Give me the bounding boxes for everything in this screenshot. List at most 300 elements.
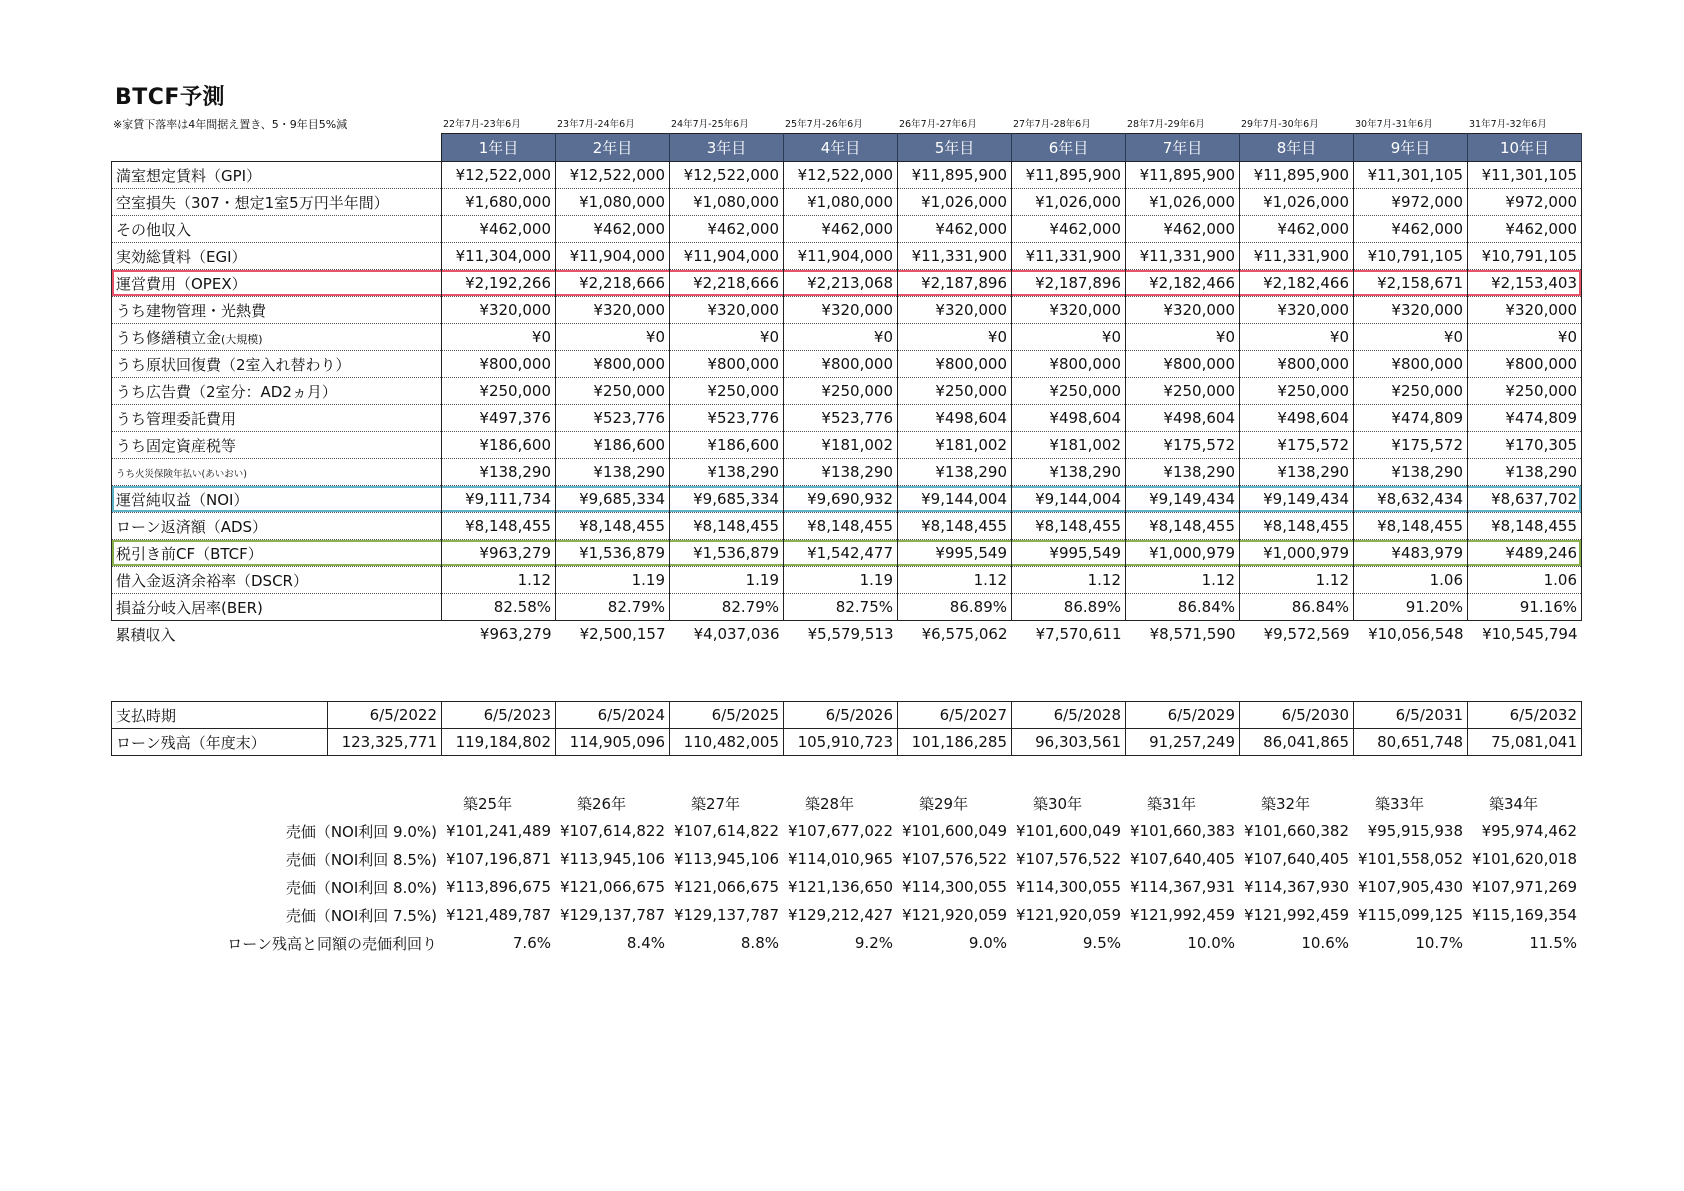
value-cell: ¥121,066,675	[674, 878, 779, 896]
year-header-row	[112, 134, 1582, 162]
sale-price-row	[111, 901, 1581, 929]
value-cell: ¥138,290	[670, 459, 784, 486]
value-cell: ¥11,331,900	[1126, 243, 1240, 270]
value-cell: ¥2,182,466	[1240, 270, 1354, 297]
value-cell: ¥12,522,000	[670, 162, 784, 189]
value-cell: ¥129,212,427	[788, 906, 893, 924]
value-cell: ¥138,290	[1126, 459, 1240, 486]
value-cell: 96,303,561	[1012, 729, 1126, 756]
page-title: BTCF予測	[115, 85, 225, 110]
value-cell: ¥320,000	[898, 297, 1012, 324]
value-cell: ¥121,992,459	[1244, 906, 1349, 924]
value-cell: ¥320,000	[1468, 297, 1582, 324]
value-cell: ¥800,000	[1012, 351, 1126, 378]
value-cell: ¥1,026,000	[898, 189, 1012, 216]
year-header-cell: 1年目	[442, 134, 556, 162]
value-cell: ¥498,604	[898, 405, 1012, 432]
row-label	[112, 297, 442, 324]
date-cell: 6/5/2024	[556, 702, 670, 729]
loan-table	[111, 701, 1582, 756]
value-cell: ¥9,690,932	[784, 486, 898, 513]
value-cell: 1.19	[556, 567, 670, 594]
value-cell: ¥9,685,334	[556, 486, 670, 513]
row-label	[112, 270, 442, 297]
value-cell: ¥497,376	[442, 405, 556, 432]
building-age-cell: 築29年	[919, 794, 969, 813]
date-cell: 6/5/2026	[784, 702, 898, 729]
building-age-cell: 築25年	[463, 794, 513, 813]
value-cell: ¥8,148,455	[1012, 513, 1126, 540]
value-cell: ¥5,579,513	[807, 625, 894, 644]
value-cell: ¥129,137,787	[560, 906, 665, 924]
table-row	[112, 378, 1582, 405]
value-cell: 86.84%	[1126, 594, 1240, 621]
value-cell: ¥800,000	[1126, 351, 1240, 378]
value-cell: 1.06	[1354, 567, 1468, 594]
cumulative-row	[112, 621, 1582, 648]
value-cell: ¥8,148,455	[1240, 513, 1354, 540]
value-cell: ¥10,056,548	[1368, 625, 1464, 644]
value-cell: ¥0	[442, 324, 556, 351]
value-cell: 1.12	[1240, 567, 1354, 594]
value-cell: ¥107,677,022	[788, 822, 893, 840]
value-cell: ¥800,000	[1468, 351, 1582, 378]
value-cell: ¥320,000	[1354, 297, 1468, 324]
value-cell: ¥462,000	[1354, 216, 1468, 243]
value-cell: ¥129,137,787	[674, 906, 779, 924]
value-cell: ¥995,549	[1012, 540, 1126, 567]
value-cell: 1.12	[1012, 567, 1126, 594]
loan-balance-row	[112, 729, 1582, 756]
value-cell: 114,905,096	[556, 729, 670, 756]
year-header-cell: 10年目	[1468, 134, 1582, 162]
value-cell: 110,482,005	[670, 729, 784, 756]
value-cell: ¥138,290	[442, 459, 556, 486]
value-cell: ¥11,895,900	[1126, 162, 1240, 189]
value-cell: ¥462,000	[442, 216, 556, 243]
table-row	[112, 351, 1582, 378]
table-row	[112, 513, 1582, 540]
row-label	[112, 351, 442, 378]
value-cell: ¥107,614,822	[560, 822, 665, 840]
row-label	[112, 243, 442, 270]
value-cell: 1.19	[670, 567, 784, 594]
period-label: 29年7月-30年6月	[1241, 119, 1319, 130]
value-cell: ¥11,895,900	[898, 162, 1012, 189]
value-cell: ¥1,080,000	[670, 189, 784, 216]
table-row	[112, 405, 1582, 432]
value-cell: ¥2,187,896	[898, 270, 1012, 297]
value-cell: ¥95,915,938	[1367, 822, 1463, 840]
value-cell: ¥1,536,879	[670, 540, 784, 567]
value-cell: ¥1,080,000	[784, 189, 898, 216]
value-cell: ¥11,301,105	[1468, 162, 1582, 189]
value-cell: ¥9,144,004	[1012, 486, 1126, 513]
value-cell: ¥8,148,455	[1354, 513, 1468, 540]
value-cell: ¥963,279	[479, 625, 552, 644]
value-cell: ¥2,153,403	[1468, 270, 1582, 297]
value-cell: ¥138,290	[556, 459, 670, 486]
building-age-cell: 築27年	[691, 794, 741, 813]
value-cell: ¥0	[1126, 324, 1240, 351]
sale-price-table	[111, 789, 1581, 957]
row-label-text: うち建物管理・光熱費	[116, 301, 267, 320]
value-cell: ¥12,522,000	[442, 162, 556, 189]
value-cell: 105,910,723	[784, 729, 898, 756]
value-cell: ¥320,000	[442, 297, 556, 324]
row-label	[112, 216, 442, 243]
value-cell: 9.2%	[854, 934, 893, 952]
row-label	[112, 567, 442, 594]
value-cell: ¥181,002	[784, 432, 898, 459]
payment-date-row	[112, 702, 1582, 729]
value-cell: ¥7,570,611	[1035, 625, 1122, 644]
value-cell: ¥11,904,000	[670, 243, 784, 270]
row-label: 売価（NOI利回 7.5%)	[285, 906, 437, 925]
value-cell: ¥498,604	[1126, 405, 1240, 432]
value-cell: ¥114,010,965	[788, 850, 893, 868]
value-cell: ¥0	[1240, 324, 1354, 351]
row-label	[112, 405, 442, 432]
period-label: 27年7月-28年6月	[1013, 119, 1091, 130]
value-cell: ¥995,549	[898, 540, 1012, 567]
date-cell: 6/5/2031	[1354, 702, 1468, 729]
value-cell: ¥101,620,018	[1472, 850, 1577, 868]
value-cell: ¥1,000,979	[1240, 540, 1354, 567]
value-cell: ¥2,158,671	[1354, 270, 1468, 297]
row-label-text: 満室想定賃料（GPI）	[116, 166, 262, 185]
btcf-table	[111, 133, 1582, 648]
value-cell: ¥2,500,157	[579, 625, 666, 644]
row-label	[112, 486, 442, 513]
value-cell: 8.4%	[626, 934, 665, 952]
period-label: 31年7月-32年6月	[1469, 119, 1547, 130]
table-row	[112, 459, 1582, 486]
table-row	[112, 324, 1582, 351]
year-header-cell: 3年目	[670, 134, 784, 162]
row-label: 支払時期	[112, 702, 328, 729]
value-cell: ¥250,000	[898, 378, 1012, 405]
value-cell: ¥800,000	[442, 351, 556, 378]
table-row	[112, 189, 1582, 216]
value-cell: ¥462,000	[898, 216, 1012, 243]
building-age-cell: 築32年	[1261, 794, 1311, 813]
value-cell: ¥11,331,900	[1012, 243, 1126, 270]
building-age-cell: 築30年	[1033, 794, 1083, 813]
value-cell: ¥250,000	[1468, 378, 1582, 405]
value-cell: 1.19	[784, 567, 898, 594]
date-cell: 6/5/2025	[670, 702, 784, 729]
value-cell: ¥121,920,059	[1016, 906, 1121, 924]
value-cell: ¥2,218,666	[556, 270, 670, 297]
value-cell: 1.12	[1126, 567, 1240, 594]
value-cell: ¥121,920,059	[902, 906, 1007, 924]
value-cell: ¥107,971,269	[1472, 878, 1577, 896]
value-cell: ¥121,489,787	[446, 906, 551, 924]
value-cell: ¥12,522,000	[556, 162, 670, 189]
row-label: 売価（NOI利回 8.0%)	[285, 878, 437, 897]
value-cell: ¥474,809	[1354, 405, 1468, 432]
value-cell: 86,041,865	[1240, 729, 1354, 756]
value-cell: ¥114,300,055	[902, 878, 1007, 896]
value-cell: ¥1,542,477	[784, 540, 898, 567]
value-cell: ¥8,637,702	[1468, 486, 1582, 513]
value-cell: ¥181,002	[898, 432, 1012, 459]
value-cell: ¥1,026,000	[1012, 189, 1126, 216]
value-cell: ¥121,136,650	[788, 878, 893, 896]
value-cell: ¥320,000	[1240, 297, 1354, 324]
value-cell: ¥8,148,455	[442, 513, 556, 540]
value-cell: 10.7%	[1415, 934, 1463, 952]
value-cell: ¥138,290	[784, 459, 898, 486]
value-cell: ¥0	[1012, 324, 1126, 351]
period-label: 22年7月-23年6月	[443, 119, 521, 130]
value-cell: 123,325,771	[328, 729, 442, 756]
value-cell: ¥483,979	[1354, 540, 1468, 567]
value-cell: ¥2,213,068	[784, 270, 898, 297]
building-age-cell: 築28年	[805, 794, 855, 813]
value-cell: ¥800,000	[670, 351, 784, 378]
value-cell: ¥0	[784, 324, 898, 351]
date-cell: 6/5/2023	[442, 702, 556, 729]
row-label: 売価（NOI利回 9.0%)	[285, 822, 437, 841]
value-cell: ¥115,099,125	[1358, 906, 1463, 924]
value-cell: ¥462,000	[1468, 216, 1582, 243]
value-cell: 101,186,285	[898, 729, 1012, 756]
value-cell: ¥107,576,522	[1016, 850, 1121, 868]
value-cell: ¥1,536,879	[556, 540, 670, 567]
period-label: 24年7月-25年6月	[671, 119, 749, 130]
value-cell: ¥107,614,822	[674, 822, 779, 840]
year-header-cell: 2年目	[556, 134, 670, 162]
value-cell: ¥175,572	[1354, 432, 1468, 459]
sale-price-row	[111, 817, 1581, 845]
year-header-cell: 5年目	[898, 134, 1012, 162]
value-cell: ¥170,305	[1468, 432, 1582, 459]
value-cell: 119,184,802	[442, 729, 556, 756]
value-cell: ¥250,000	[1240, 378, 1354, 405]
header-blank-cell	[111, 789, 441, 817]
value-cell: 1.12	[898, 567, 1012, 594]
value-cell: ¥2,182,466	[1126, 270, 1240, 297]
value-cell: 8.8%	[740, 934, 779, 952]
value-cell: ¥8,148,455	[670, 513, 784, 540]
row-label	[112, 324, 442, 351]
table-row	[112, 162, 1582, 189]
value-cell: ¥101,660,382	[1244, 822, 1349, 840]
value-cell: ¥800,000	[898, 351, 1012, 378]
row-label: ローン残高（年度末）	[112, 729, 328, 756]
value-cell: ¥963,279	[442, 540, 556, 567]
value-cell: ¥498,604	[1240, 405, 1354, 432]
sale-price-row	[111, 845, 1581, 873]
row-label-text: うち固定資産税等	[116, 436, 237, 455]
value-cell: 9.5%	[1082, 934, 1121, 952]
value-cell: ¥9,685,334	[670, 486, 784, 513]
value-cell: ¥498,604	[1012, 405, 1126, 432]
value-cell: ¥107,640,405	[1130, 850, 1235, 868]
building-age-row	[111, 789, 1581, 817]
date-cell: 6/5/2028	[1012, 702, 1126, 729]
table-row	[112, 432, 1582, 459]
page-note: ※家賃下落率は4年間据え置き、5・9年目5%減	[113, 118, 348, 131]
value-cell: 82.75%	[784, 594, 898, 621]
value-cell: ¥138,290	[1240, 459, 1354, 486]
value-cell: ¥523,776	[670, 405, 784, 432]
table-row	[112, 594, 1582, 621]
value-cell: ¥2,187,896	[1012, 270, 1126, 297]
value-cell: ¥8,632,434	[1354, 486, 1468, 513]
row-label-text: 実効総賃料（EGI）	[116, 247, 247, 266]
period-label: 25年7月-26年6月	[785, 119, 863, 130]
value-cell: ¥11,904,000	[556, 243, 670, 270]
value-cell: ¥9,111,734	[442, 486, 556, 513]
value-cell: ¥121,066,675	[560, 878, 665, 896]
row-label: 累積収入	[115, 625, 176, 644]
table-row	[112, 297, 1582, 324]
value-cell: 91.20%	[1354, 594, 1468, 621]
value-cell: ¥113,945,106	[560, 850, 665, 868]
row-label-text: うち原状回復費（2室入れ替わり）	[116, 355, 351, 374]
value-cell: ¥1,026,000	[1126, 189, 1240, 216]
date-cell: 6/5/2027	[898, 702, 1012, 729]
value-cell: ¥107,196,871	[446, 850, 551, 868]
value-cell: ¥320,000	[1126, 297, 1240, 324]
row-label-text: その他収入	[116, 220, 192, 239]
value-cell: ¥4,037,036	[693, 625, 780, 644]
row-label	[112, 378, 442, 405]
value-cell: ¥10,791,105	[1468, 243, 1582, 270]
value-cell: ¥101,600,049	[902, 822, 1007, 840]
value-cell: ¥250,000	[442, 378, 556, 405]
table-row	[112, 567, 1582, 594]
value-cell: ¥320,000	[670, 297, 784, 324]
period-label: 28年7月-29年6月	[1127, 119, 1205, 130]
value-cell: ¥175,572	[1126, 432, 1240, 459]
date-cell: 6/5/2022	[328, 702, 442, 729]
value-cell: ¥114,300,055	[1016, 878, 1121, 896]
value-cell: ¥101,660,383	[1130, 822, 1235, 840]
value-cell: ¥95,974,462	[1481, 822, 1577, 840]
value-cell: ¥523,776	[784, 405, 898, 432]
row-label-text: ローン返済額（ADS）	[116, 517, 268, 536]
value-cell: ¥113,945,106	[674, 850, 779, 868]
value-cell: ¥8,148,455	[1126, 513, 1240, 540]
value-cell: ¥9,144,004	[898, 486, 1012, 513]
value-cell: 91,257,249	[1126, 729, 1240, 756]
value-cell: ¥320,000	[1012, 297, 1126, 324]
value-cell: ¥8,148,455	[898, 513, 1012, 540]
value-cell: ¥101,558,052	[1358, 850, 1463, 868]
value-cell: 11.5%	[1529, 934, 1577, 952]
value-cell: ¥320,000	[784, 297, 898, 324]
value-cell: ¥138,290	[1354, 459, 1468, 486]
value-cell: ¥800,000	[784, 351, 898, 378]
table-row	[112, 540, 1582, 567]
value-cell: ¥107,640,405	[1244, 850, 1349, 868]
value-cell: ¥0	[898, 324, 1012, 351]
value-cell: ¥8,148,455	[1468, 513, 1582, 540]
row-label-note: (大規模)	[221, 332, 263, 346]
value-cell: ¥10,791,105	[1354, 243, 1468, 270]
row-label	[112, 432, 442, 459]
value-cell: 7.6%	[512, 934, 551, 952]
building-age-cell: 築31年	[1147, 794, 1197, 813]
row-label	[112, 459, 442, 486]
period-label: 30年7月-31年6月	[1355, 119, 1433, 130]
row-label	[112, 513, 442, 540]
sale-price-row	[111, 873, 1581, 901]
value-cell: ¥8,148,455	[784, 513, 898, 540]
value-cell: ¥138,290	[1468, 459, 1582, 486]
value-cell: ¥175,572	[1240, 432, 1354, 459]
value-cell: 91.16%	[1468, 594, 1582, 621]
value-cell: ¥800,000	[556, 351, 670, 378]
building-age-cell: 築33年	[1375, 794, 1425, 813]
value-cell: ¥9,572,569	[1263, 625, 1350, 644]
value-cell: ¥11,331,900	[898, 243, 1012, 270]
row-label-text: うち火災保険年払い(あいおい)	[116, 469, 247, 480]
row-label: 売価（NOI利回 8.5%)	[285, 850, 437, 869]
value-cell: 82.79%	[670, 594, 784, 621]
period-label: 23年7月-24年6月	[557, 119, 635, 130]
value-cell: ¥107,576,522	[902, 850, 1007, 868]
value-cell: ¥186,600	[670, 432, 784, 459]
value-cell: ¥11,895,900	[1240, 162, 1354, 189]
period-row	[441, 116, 1581, 132]
date-cell: 6/5/2029	[1126, 702, 1240, 729]
row-label-text: 借入金返済余裕率（DSCR）	[116, 571, 308, 590]
value-cell: ¥320,000	[556, 297, 670, 324]
value-cell: ¥9,149,434	[1240, 486, 1354, 513]
value-cell: ¥462,000	[1240, 216, 1354, 243]
value-cell: ¥11,301,105	[1354, 162, 1468, 189]
value-cell: 75,081,041	[1468, 729, 1582, 756]
value-cell: ¥489,246	[1468, 540, 1582, 567]
row-label-text: 損益分岐入居率(BER)	[116, 598, 263, 617]
value-cell: ¥10,545,794	[1482, 625, 1578, 644]
value-cell: ¥523,776	[556, 405, 670, 432]
building-age-cell: 築26年	[577, 794, 627, 813]
value-cell: ¥186,600	[556, 432, 670, 459]
value-cell: ¥800,000	[1240, 351, 1354, 378]
value-cell: ¥800,000	[1354, 351, 1468, 378]
value-cell: ¥11,331,900	[1240, 243, 1354, 270]
value-cell: ¥113,896,675	[446, 878, 551, 896]
year-header-cell: 9年目	[1354, 134, 1468, 162]
value-cell: 10.6%	[1301, 934, 1349, 952]
year-header-cell: 6年目	[1012, 134, 1126, 162]
value-cell: ¥250,000	[670, 378, 784, 405]
value-cell: 1.12	[442, 567, 556, 594]
row-label-text: うち管理委託費用	[116, 409, 237, 428]
row-label-text: 運営費用（OPEX）	[116, 274, 247, 293]
value-cell: ¥0	[556, 324, 670, 351]
value-cell: ¥250,000	[1354, 378, 1468, 405]
value-cell: ¥2,218,666	[670, 270, 784, 297]
value-cell: 10.0%	[1187, 934, 1235, 952]
value-cell: ¥0	[1468, 324, 1582, 351]
row-label	[112, 189, 442, 216]
value-cell: ¥101,600,049	[1016, 822, 1121, 840]
value-cell: ¥9,149,434	[1126, 486, 1240, 513]
value-cell: 86.89%	[1012, 594, 1126, 621]
value-cell: ¥11,895,900	[1012, 162, 1126, 189]
value-cell: ¥181,002	[1012, 432, 1126, 459]
value-cell: 82.79%	[556, 594, 670, 621]
value-cell: ¥1,000,979	[1126, 540, 1240, 567]
value-cell: ¥11,904,000	[784, 243, 898, 270]
